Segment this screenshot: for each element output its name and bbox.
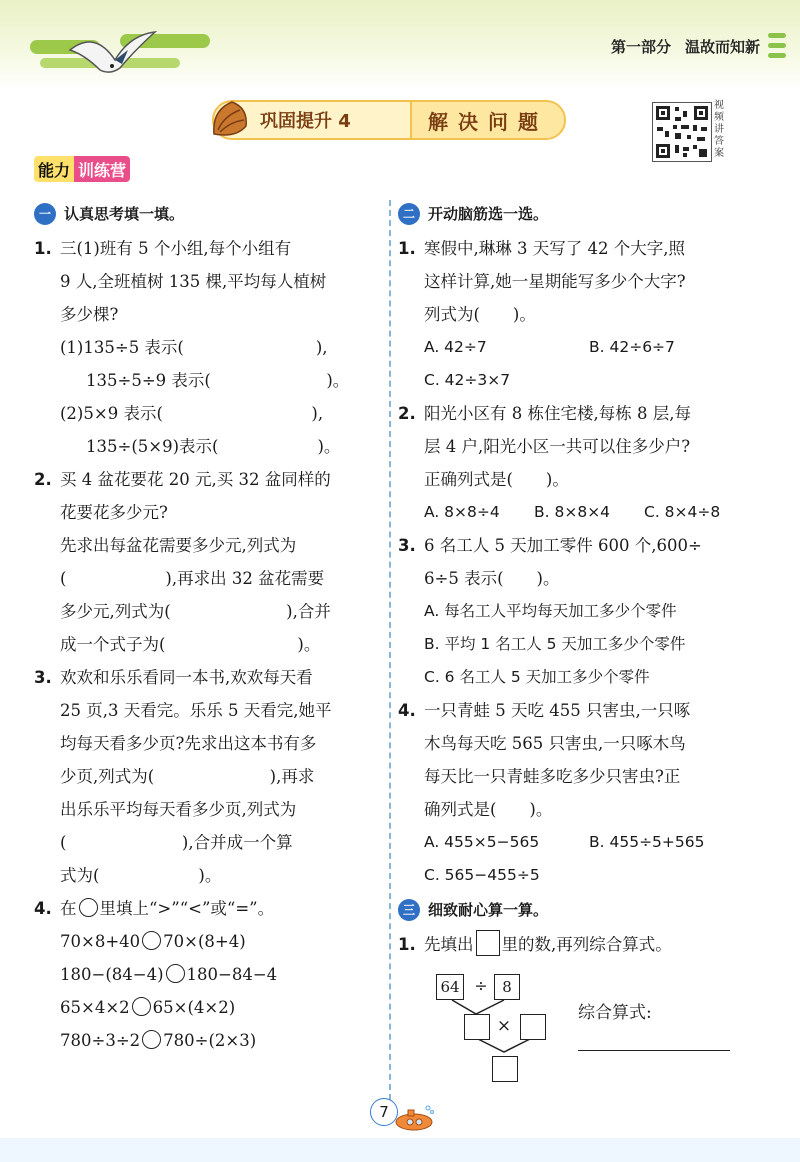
section-3-header [398,896,758,924]
compare-circle[interactable] [132,997,151,1016]
question-text: 每天比一只青蛙多吃多少只害虫?正 [424,767,681,786]
compare-row: 65×4×2 65×(4×2) [60,998,236,1017]
question-text: 这样计算,她一星期能写多少个大字? [424,272,686,291]
question-text: 先填出 里的数,再列综合算式。 [424,928,758,961]
section-title: 细致耐心算一算。 [428,900,549,919]
diagram-answer-box[interactable] [492,1056,518,1082]
page-number: 7 [370,1098,398,1126]
question-text: 三(1)班有 5 个小组,每个小组有 [60,239,292,258]
shell-icon [210,96,250,140]
question-2 [34,463,379,661]
option-c[interactable]: C. 8×4÷8 [644,503,721,521]
section-title: 开动脑筋选一选。 [428,204,549,223]
circle-blank-icon [79,898,98,917]
divide-sign: ÷ [474,976,488,995]
compare-circle[interactable] [142,1030,161,1049]
question-text: 6 名工人 5 天加工零件 600 个,600÷ [424,536,702,555]
question-text: 出乐乐平均每天看多少页,列式为 [60,800,297,819]
question-text: 层 4 户,阳光小区一共可以住多少户? [424,437,691,456]
lesson-title-banner [212,100,566,140]
diagram-box-top-right: 8 [494,974,520,1000]
fill-blank-line[interactable]: 成一个式子为( )。 [60,635,321,654]
training-label: 训练营 [74,156,130,182]
lesson-topic: 解决问题 [410,102,564,138]
question-text: 木鸟每天吃 565 只害虫,一只啄木鸟 [424,734,686,753]
question-4 [398,694,758,892]
section-number: 二 [398,203,420,225]
question-text: 均每天看多少页?先求出这本书有多 [60,734,317,753]
diagram-answer-box[interactable] [520,1014,546,1040]
fill-blank-line[interactable]: 式为( )。 [60,866,222,885]
question-text: 先求出每盆花需要多少元,列式为 [60,536,297,555]
question-1 [398,928,758,961]
multiply-sign: × [496,1016,512,1036]
fill-blank-line[interactable]: ( ),再求出 32 盆花需要 [60,569,325,588]
fill-blank-line[interactable]: 135÷(5×9)表示( )。 [86,437,341,456]
question-text: 花要花多少元? [60,503,168,522]
compare-circle[interactable] [142,931,161,950]
question-text: 一只青蛙 5 天吃 455 只害虫,一只啄 [424,701,691,720]
square-blank-icon [476,930,500,956]
question-text: 在 里填上“>”“<”或“=”。 [60,899,275,918]
fill-blank-line[interactable]: 多少元,列式为( ),合并 [60,602,331,621]
diagram-answer-box[interactable] [464,1014,490,1040]
seagull-icon [60,20,160,90]
question-number: 3. [34,668,52,687]
question-1 [34,232,379,463]
footer-strip [0,1138,800,1162]
column-divider [389,200,391,1100]
question-number: 2. [34,470,52,489]
question-number: 1. [398,239,416,258]
diagram-box-top-left: 64 [436,974,464,1000]
option-c[interactable]: C. 6 名工人 5 天加工多少个零件 [424,668,650,686]
question-text: 25 页,3 天看完。乐乐 5 天看完,她平 [60,701,332,720]
section-number: 一 [34,203,56,225]
qr-label: 视频讲答案 [714,100,724,159]
left-column [34,200,379,1057]
question-number: 4. [34,899,52,918]
header-part: 第一部分 [610,38,671,56]
question-1 [398,232,758,397]
fill-blank-line[interactable]: 少页,列式为( ),再求 [60,767,315,786]
fill-blank-line[interactable]: ( ),合并成一个算 [60,833,293,852]
formula-answer-line[interactable] [578,1050,730,1051]
ability-badge [34,156,130,182]
question-number: 2. [398,404,416,423]
question-text: 9 人,全班植树 135 棵,平均每人植树 [60,272,327,291]
section-1-header [34,200,379,228]
option-b[interactable]: B. 平均 1 名工人 5 天加工多少个零件 [424,635,686,653]
question-3 [34,661,379,892]
compare-row: 180−(84−4) 180−84−4 [60,965,278,984]
fill-blank-line[interactable]: 6÷5 表示( )。 [424,569,560,588]
option-c[interactable]: C. 565−455÷5 [424,866,540,884]
option-b[interactable]: B. 8×8×4 [534,503,611,521]
fill-blank-line[interactable]: (2)5×9 表示( ), [60,404,324,423]
compare-circle[interactable] [166,964,185,983]
question-number: 3. [398,536,416,555]
question-text: 买 4 盆花要花 20 元,买 32 盆同样的 [60,470,331,489]
section-title: 认真思考填一填。 [64,204,185,223]
option-b[interactable]: B. 455÷5+565 [589,833,705,851]
question-text: 多少棵? [60,305,119,324]
option-a[interactable]: A. 8×8÷4 [424,503,500,521]
fill-blank-line[interactable]: 正确列式是( )。 [424,470,569,489]
header-topic: 温故而知新 [684,38,760,56]
option-a[interactable]: A. 455×5−565 [424,833,540,851]
option-b[interactable]: B. 42÷6÷7 [589,338,675,356]
submarine-icon [394,1104,436,1132]
header-text [597,36,760,57]
header-mark-icon [768,28,786,68]
ability-label: 能力 [34,156,74,182]
question-text: 阳光小区有 8 栋住宅楼,每栋 8 层,每 [424,404,691,423]
question-number: 4. [398,701,416,720]
option-a[interactable]: A. 42÷7 [424,338,487,356]
option-a[interactable]: A. 每名工人平均每天加工多少个零件 [424,602,677,620]
compare-row: 780÷3÷2 780÷(2×3) [60,1031,257,1050]
question-2 [398,397,758,529]
fill-blank-line[interactable]: 确列式是( )。 [424,800,553,819]
formula-label: 综合算式: [578,1003,652,1023]
compare-row: 70×8+40 70×(8+4) [60,932,246,951]
fill-blank-line[interactable]: 列式为( )。 [424,305,536,324]
question-3 [398,529,758,694]
fill-blank-line[interactable]: (1)135÷5 表示( ), [60,338,328,357]
question-number: 1. [34,239,52,258]
section-2-header [398,200,758,228]
fill-blank-line[interactable]: 135÷5÷9 表示( )。 [86,371,350,390]
question-number: 1. [398,935,416,954]
question-text: 欢欢和乐乐看同一本书,欢欢每天看 [60,668,313,687]
option-c[interactable]: C. 42÷3×7 [424,371,511,389]
question-4 [34,892,379,925]
section-number: 三 [398,899,420,921]
question-text: 寒假中,琳琳 3 天写了 42 个大字,照 [424,239,685,258]
lesson-number: 巩固提升 4 [260,111,351,132]
calculation-diagram [432,968,572,1088]
right-column [398,200,758,961]
qr-code[interactable] [652,102,712,162]
